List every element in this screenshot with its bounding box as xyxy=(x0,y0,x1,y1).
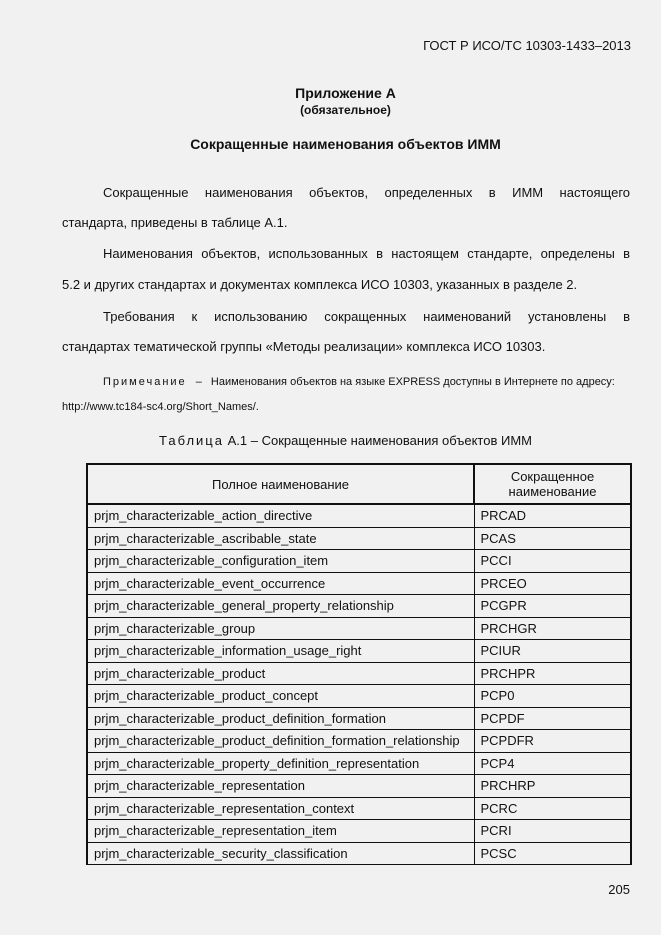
cell-full-name: prjm_characterizable_product xyxy=(87,662,474,685)
table-row xyxy=(87,572,631,595)
cell-full-name: prjm_characterizable_representation_item xyxy=(87,820,474,843)
paragraph-3-line-2: стандартах тематической группы «Методы реализации» комплекса ИСО 10303. xyxy=(62,339,546,354)
paragraph-1-line-2: стандарта, приведены в таблице А.1. xyxy=(62,215,288,230)
cell-full-name: prjm_characterizable_event_occurrence xyxy=(87,572,474,595)
cell-short-name: PCSC xyxy=(474,842,631,865)
cell-full-name: prjm_characterizable_product_definition_formation_relationship xyxy=(87,730,474,753)
cell-short-name: PCPDF xyxy=(474,707,631,730)
paragraph-3-line-1: Требования к использованию сокращенных наименований установлены в xyxy=(103,309,630,324)
cell-full-name: prjm_characterizable_product_concept xyxy=(87,685,474,708)
note-text: Наименования объектов на языке EXPRESS доступны в Интернете по адресу: xyxy=(210,376,615,388)
table-row xyxy=(87,617,631,640)
table-row xyxy=(87,685,631,708)
cell-short-name: PRCAD xyxy=(474,504,631,527)
paragraph-2-line-1: Наименования объектов, использованных в настоящем стандарте, определены в xyxy=(103,246,630,261)
table-row xyxy=(87,595,631,618)
table-caption-label: Таблица xyxy=(159,433,224,448)
abbreviations-table xyxy=(86,463,632,865)
cell-short-name: PRCEO xyxy=(474,572,631,595)
cell-short-name: PCRC xyxy=(474,797,631,820)
table-row xyxy=(87,527,631,550)
cell-full-name: prjm_characterizable_representation_context xyxy=(87,797,474,820)
table-row xyxy=(87,752,631,775)
table-row xyxy=(87,797,631,820)
cell-short-name: PCIUR xyxy=(474,640,631,663)
header-full-name: Полное наименование xyxy=(87,464,474,504)
table-caption-text: А.1 – Сокращенные наименования объектов ИММ xyxy=(227,433,532,448)
table-row xyxy=(87,707,631,730)
table-row xyxy=(87,775,631,798)
cell-full-name: prjm_characterizable_action_directive xyxy=(87,504,474,527)
appendix-subtitle: (обязательное) xyxy=(300,103,391,117)
cell-full-name: prjm_characterizable_security_classification xyxy=(87,842,474,865)
table-row xyxy=(87,842,631,865)
header-short-name-line-1: Сокращенное xyxy=(510,469,595,484)
cell-full-name: prjm_characterizable_group xyxy=(87,617,474,640)
cell-full-name: prjm_characterizable_ascribable_state xyxy=(87,527,474,550)
table-row xyxy=(87,662,631,685)
cell-full-name: prjm_characterizable_product_definition_formation xyxy=(87,707,474,730)
table-row xyxy=(87,640,631,663)
cell-full-name: prjm_characterizable_general_property_relationship xyxy=(87,595,474,618)
cell-full-name: prjm_characterizable_representation xyxy=(87,775,474,798)
note-url: http://www.tc184-sc4.org/Short_Names/. xyxy=(62,401,259,413)
section-title: Сокращенные наименования объектов ИММ xyxy=(190,136,501,152)
cell-short-name: PRCHRP xyxy=(474,775,631,798)
cell-short-name: PCGPR xyxy=(474,595,631,618)
standard-header: ГОСТ Р ИСО/ТС 10303-1433–2013 xyxy=(423,38,631,53)
cell-short-name: PCCI xyxy=(474,550,631,573)
cell-short-name: PCAS xyxy=(474,527,631,550)
header-short-name xyxy=(474,464,631,504)
cell-full-name: prjm_characterizable_information_usage_right xyxy=(87,640,474,663)
cell-short-name: PCP4 xyxy=(474,752,631,775)
table-row xyxy=(87,504,631,527)
cell-full-name: prjm_characterizable_property_definition_representation xyxy=(87,752,474,775)
table-caption xyxy=(0,433,661,448)
note-line-1 xyxy=(103,376,615,388)
paragraph-2-line-2: 5.2 и других стандартах и документах комплекса ИСО 10303, указанных в разделе 2. xyxy=(62,277,578,292)
appendix-title: Приложение А xyxy=(295,85,396,101)
header-short-name-line-2: наименование xyxy=(508,484,597,499)
page-number: 205 xyxy=(608,882,630,897)
paragraph-1-line-1: Сокращенные наименования объектов, определенных в ИММ настоящего xyxy=(103,185,630,200)
cell-short-name: PRCHPR xyxy=(474,662,631,685)
table-row xyxy=(87,820,631,843)
cell-short-name: PCPDFR xyxy=(474,730,631,753)
cell-short-name: PCP0 xyxy=(474,685,631,708)
note-label: Примечание xyxy=(103,376,187,388)
cell-short-name: PRCHGR xyxy=(474,617,631,640)
note-dash: – xyxy=(195,376,202,388)
cell-short-name: PCRI xyxy=(474,820,631,843)
table-row xyxy=(87,550,631,573)
table-header-row xyxy=(87,464,631,504)
cell-full-name: prjm_characterizable_configuration_item xyxy=(87,550,474,573)
table-row xyxy=(87,730,631,753)
